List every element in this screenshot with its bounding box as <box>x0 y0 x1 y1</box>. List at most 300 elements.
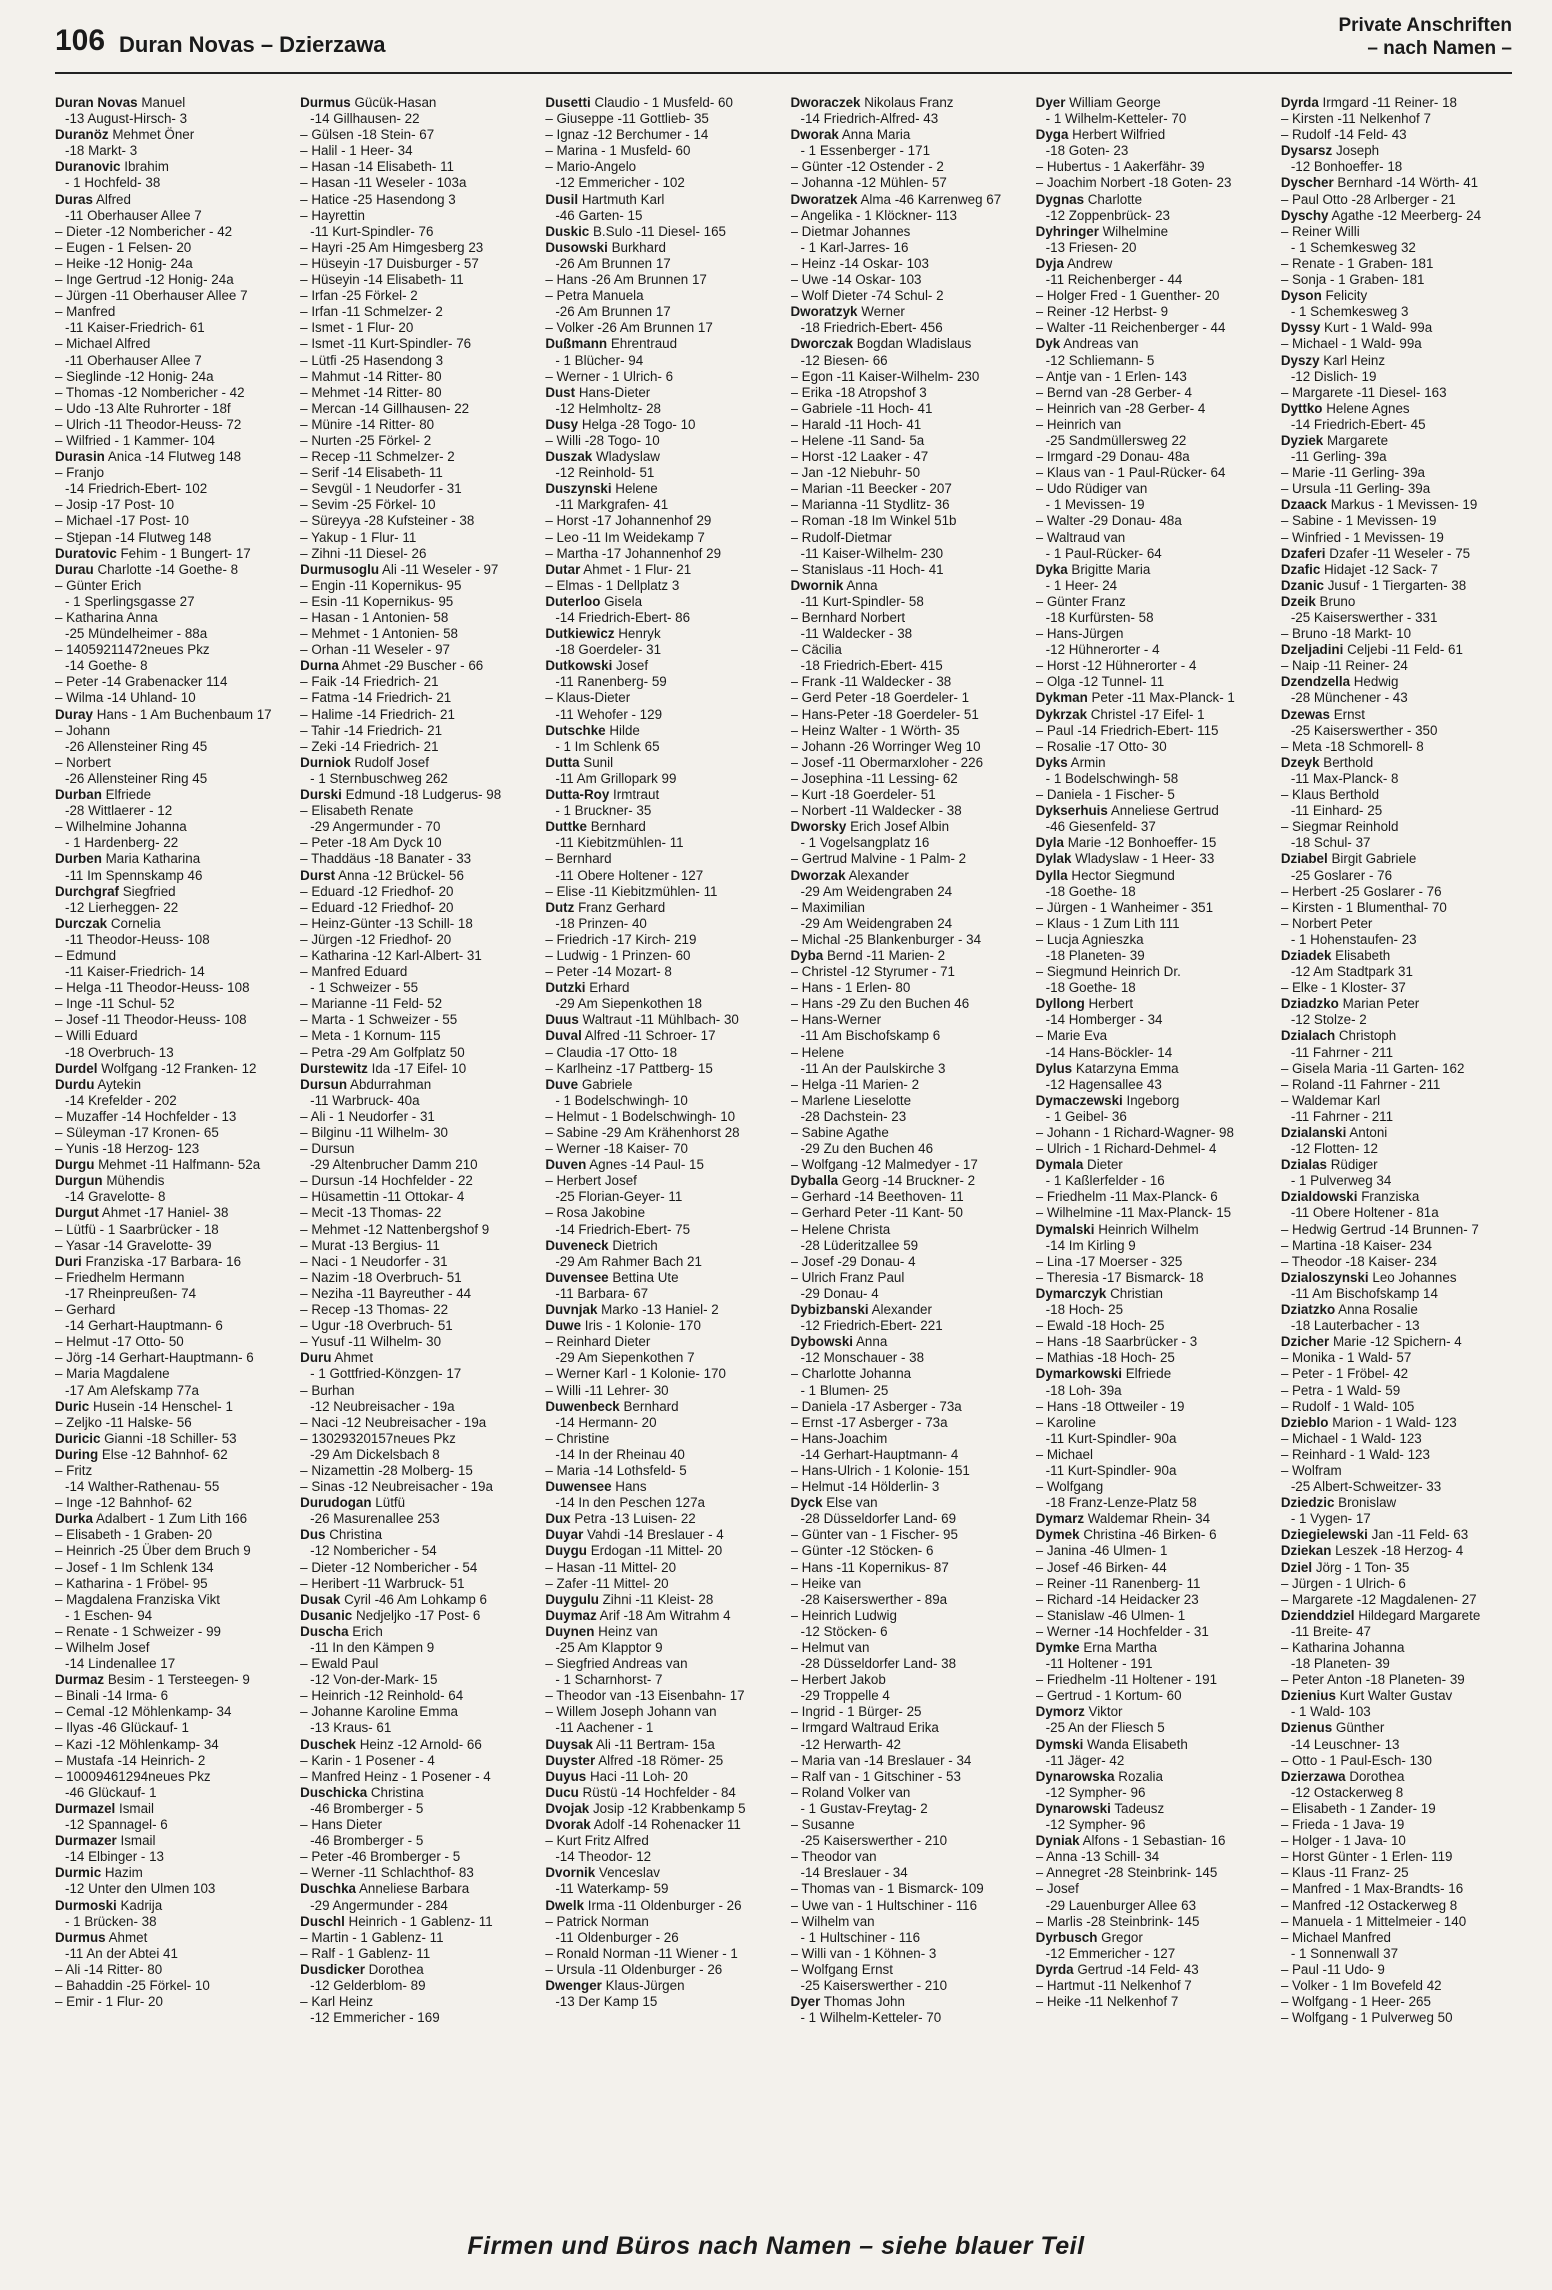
directory-entry <box>300 1350 531 1366</box>
entry-text: – Manuela - 1 Mittelmeier - 140 <box>1280 1913 1467 1929</box>
directory-entry <box>791 208 1022 224</box>
directory-entry <box>791 1527 1022 1543</box>
directory-entry <box>1036 111 1267 127</box>
entry-text: -29 Donau- 4 <box>800 1285 879 1301</box>
directory-entry <box>1281 1592 1512 1608</box>
entry-surname: Dymarkowski <box>1035 1366 1122 1382</box>
entry-text: -29 Am Siepenkothen 7 <box>555 1350 695 1366</box>
entry-surname: Dutar <box>545 561 581 577</box>
entry-surname: Dutta-Roy <box>545 787 610 803</box>
directory-entry <box>1281 530 1512 546</box>
directory-entry <box>1036 1656 1267 1672</box>
entry-surname: Dzialdowski <box>1280 1189 1358 1205</box>
directory-entry <box>55 95 286 111</box>
entry-text: - 1 Im Schlenk 65 <box>555 738 660 754</box>
entry-text: -18 Franz-Lenze-Platz 58 <box>1045 1495 1197 1511</box>
entry-surname: Duschl <box>300 1913 345 1929</box>
directory-entry <box>300 1511 531 1527</box>
entry-text: Marie -12 Spichern- 4 <box>1332 1334 1462 1350</box>
directory-entry <box>1036 513 1267 529</box>
directory-entry <box>55 1962 286 1978</box>
entry-text: – Manfred -12 Ostackerweg 8 <box>1280 1897 1458 1913</box>
directory-entry <box>791 964 1022 980</box>
entry-text: – Werner -14 Hochfelder - 31 <box>1035 1623 1209 1639</box>
entry-text: -11 Gerling- 39a <box>1290 449 1387 465</box>
directory-entry <box>300 1672 531 1688</box>
entry-text: Alexander <box>848 867 909 883</box>
entry-text: -46 Bromberger - 5 <box>310 1800 424 1816</box>
entry-surname: Dzendzella <box>1280 674 1351 690</box>
entry-surname: Dyk <box>1035 336 1061 352</box>
directory-entry <box>55 1495 286 1511</box>
entry-text: – Willi van - 1 Köhnen- 3 <box>790 1945 937 1961</box>
entry-text: – Bernhard Norbert <box>790 610 906 625</box>
directory-entry <box>55 401 286 417</box>
directory-entry <box>55 159 286 175</box>
entry-text: Husein -14 Henschel- 1 <box>92 1398 233 1414</box>
entry-text: Gregor <box>1101 1929 1143 1945</box>
entry-text: -12 Stöcken- 6 <box>800 1623 888 1639</box>
entry-surname: Dworatzek <box>790 191 858 207</box>
directory-entry <box>545 1543 776 1559</box>
directory-entry <box>1036 980 1267 996</box>
directory-entry <box>791 642 1022 658</box>
entry-text: -25 An der Fliesch 5 <box>1045 1720 1165 1736</box>
directory-entry <box>1036 465 1267 481</box>
entry-text: Alma -46 Karrenweg 67 <box>860 191 1002 207</box>
entry-text: Else -12 Bahnhof- 62 <box>101 1446 228 1462</box>
entry-text: Abdurrahman <box>350 1076 432 1092</box>
entry-surname: Durski <box>300 787 342 803</box>
entry-surname: Dyrda <box>1280 95 1319 110</box>
directory-entry <box>791 433 1022 449</box>
directory-entry <box>1281 626 1512 642</box>
directory-entry <box>1036 916 1267 932</box>
page-number: 106 <box>55 24 106 57</box>
directory-entry <box>1036 369 1267 385</box>
directory-entry <box>545 272 776 288</box>
directory-entry <box>791 1028 1022 1044</box>
entry-surname: Dzeljadini <box>1280 642 1344 658</box>
entry-text: – Hayri -25 Am Himgesberg 23 <box>300 239 484 255</box>
entry-surname: Duschicka <box>300 1784 368 1800</box>
directory-entry <box>55 1543 286 1559</box>
entry-text: Anneliese Gertrud <box>1110 803 1219 819</box>
entry-surname: Dyer <box>1035 95 1066 110</box>
entry-surname: Dymski <box>1035 1736 1084 1752</box>
entry-text: Felicity <box>1325 288 1368 304</box>
entry-text: – Peter -18 Am Dyck 10 <box>300 835 442 851</box>
entry-text: Christina -46 Birken- 6 <box>1083 1527 1217 1543</box>
entry-text: Bernhard <box>590 819 646 835</box>
entry-text: – Karlheinz -17 Pattberg- 15 <box>545 1060 713 1076</box>
entry-text: – Peter -46 Bromberger - 5 <box>300 1849 461 1865</box>
entry-text: -14 Friedrich-Ebert- 75 <box>555 1221 691 1237</box>
directory-entry <box>791 111 1022 127</box>
directory-entry <box>1036 1045 1267 1061</box>
entry-text: -11 Fahrner - 211 <box>1290 1044 1394 1060</box>
directory-entry <box>300 1527 531 1543</box>
directory-entry <box>55 1415 286 1431</box>
directory-entry <box>791 1592 1022 1608</box>
entry-text: Klaus-Jürgen <box>605 1977 685 1993</box>
entry-text: – Hans -26 Am Brunnen 17 <box>545 272 707 288</box>
entry-text: -11 Fahrner - 211 <box>1290 1108 1394 1124</box>
entry-text: – Werner - 1 Ulrich- 6 <box>545 368 674 384</box>
directory-entry <box>55 1125 286 1141</box>
directory-entry <box>1036 1624 1267 1640</box>
entry-text: Markus - 1 Mevissen- 19 <box>1330 497 1478 513</box>
entry-text: – Michal -25 Blankenburger - 34 <box>790 931 982 947</box>
entry-text: -14 Lindenallee 17 <box>65 1656 176 1672</box>
entry-text: Hartmuth Karl <box>581 191 665 207</box>
entry-surname: Dyrda <box>1035 1961 1074 1977</box>
entry-surname: Dymek <box>1035 1527 1080 1543</box>
entry-text: -14 Gerhart-Hauptmann- 4 <box>800 1446 959 1462</box>
directory-entry <box>55 803 286 819</box>
entry-surname: Dynarowska <box>1035 1768 1115 1784</box>
directory-entry <box>1036 851 1267 867</box>
entry-surname: Durmus <box>55 1929 106 1945</box>
entry-text: – Wilfried - 1 Kammer- 104 <box>55 432 215 448</box>
entry-text: -25 Albert-Schweitzer- 33 <box>1290 1479 1442 1495</box>
entry-text: – Otto - 1 Paul-Esch- 130 <box>1280 1752 1432 1768</box>
entry-text: – Fritz <box>55 1462 93 1478</box>
directory-entry <box>791 1978 1022 1994</box>
directory-entry <box>1036 1737 1267 1753</box>
directory-entry <box>1036 562 1267 578</box>
entry-text: -14 Gravelotte- 8 <box>65 1189 166 1205</box>
directory-entry <box>791 1157 1022 1173</box>
directory-entry <box>55 1093 286 1109</box>
entry-text: Elfriede <box>1125 1366 1172 1382</box>
entry-text: – Michael Manfred <box>1280 1929 1391 1945</box>
directory-entry <box>791 1785 1022 1801</box>
directory-entry <box>545 1141 776 1157</box>
directory-entry <box>1036 932 1267 948</box>
directory-entry <box>1281 385 1512 401</box>
entry-text: – Irmgard Waltraud Erika <box>790 1720 939 1736</box>
directory-entry <box>1281 1849 1512 1865</box>
entry-surname: Duterloo <box>545 593 601 609</box>
directory-entry <box>545 1672 776 1688</box>
entry-text: – Herbert Jakob <box>790 1672 886 1688</box>
entry-surname: Duru <box>300 1350 332 1366</box>
entry-text: – Heinrich Ludwig <box>790 1607 897 1623</box>
directory-entry <box>55 1479 286 1495</box>
directory-entry <box>55 1254 286 1270</box>
entry-surname: Duynen <box>545 1623 595 1639</box>
entry-text: – Hüseyin -14 Elisabeth- 11 <box>300 272 464 288</box>
directory-entry <box>545 1431 776 1447</box>
entry-text: -29 Lauenburger Allee 63 <box>1045 1897 1197 1913</box>
entry-text: – Horst Günter - 1 Erlen- 119 <box>1280 1849 1453 1865</box>
entry-text: Dorothea <box>368 1961 424 1977</box>
entry-text: -11 In den Kämpen 9 <box>310 1640 435 1655</box>
directory-entry <box>55 1640 286 1656</box>
directory-entry <box>545 964 776 980</box>
directory-entry <box>300 95 531 111</box>
directory-entry <box>545 1930 776 1946</box>
entry-text: – Neziha -11 Bayreuther - 44 <box>300 1285 472 1301</box>
entry-text: – Helmut van <box>790 1640 870 1655</box>
directory-entry <box>1036 1350 1267 1366</box>
entry-text: – Wilhelm Josef <box>55 1640 150 1655</box>
entry-text: -14 Homberger - 34 <box>1045 1012 1163 1028</box>
directory-entry <box>55 1560 286 1576</box>
entry-text: -14 Hans-Böckler- 14 <box>1045 1044 1173 1060</box>
entry-text: – Faik -14 Friedrich- 21 <box>300 674 439 690</box>
entry-text: – Rudolf -14 Feld- 43 <box>1280 127 1407 143</box>
entry-text: – Manfred Heinz - 1 Posener - 4 <box>300 1768 491 1784</box>
entry-text: Agnes -14 Paul- 15 <box>589 1157 704 1173</box>
entry-text: – Lütfü - 1 Saarbrücker - 18 <box>55 1221 219 1237</box>
entry-text: Hans-Dieter <box>578 384 651 400</box>
directory-entry <box>1281 1270 1512 1286</box>
entry-text: -28 Lüderitzallee 59 <box>800 1237 919 1253</box>
directory-entry <box>545 1737 776 1753</box>
entry-surname: Durmus <box>300 95 351 110</box>
directory-entry <box>55 1205 286 1221</box>
entry-text: – Marlis -28 Steinbrink- 145 <box>1035 1913 1200 1929</box>
directory-entry <box>1036 1222 1267 1238</box>
directory-entry <box>545 948 776 964</box>
directory-entry <box>791 1962 1022 1978</box>
entry-text: – Mehmet - 1 Antonien- 58 <box>300 626 458 642</box>
entry-text: -29 Am Dickelsbach 8 <box>310 1446 440 1462</box>
entry-text: – Nurten -25 Förkel- 2 <box>300 432 432 448</box>
entry-text: -18 Goethe- 18 <box>1045 883 1136 899</box>
entry-text: – Johanna -12 Mühlen- 57 <box>790 175 947 191</box>
entry-text: – Wilma -14 Uhland- 10 <box>55 690 196 706</box>
entry-text: -26 Allensteiner Ring 45 <box>65 738 208 754</box>
directory-entry <box>1281 1350 1512 1366</box>
entry-text: – Wolfgang - 1 Heer- 265 <box>1280 1994 1431 2010</box>
directory-entry <box>1281 1366 1512 1382</box>
entry-text: -25 Kaiserswerther - 210 <box>800 1833 948 1849</box>
directory-entry <box>1281 1045 1512 1061</box>
directory-column <box>1036 95 1267 2215</box>
directory-entry <box>791 1463 1022 1479</box>
entry-text: -11 Max-Planck- 8 <box>1290 770 1399 786</box>
entry-text: – Petra - 1 Wald- 59 <box>1280 1382 1401 1398</box>
directory-columns <box>55 95 1512 2215</box>
entry-text: Anica -14 Flutweg 148 <box>107 449 242 465</box>
entry-text: -14 In der Rheinau 40 <box>555 1446 685 1462</box>
entry-surname: Dymarz <box>1035 1511 1085 1527</box>
directory-entry <box>545 835 776 851</box>
directory-entry <box>1281 304 1512 320</box>
entry-text: – Tahir -14 Friedrich- 21 <box>300 722 443 738</box>
entry-text: – Karin - 1 Posener - 4 <box>300 1752 435 1768</box>
directory-entry <box>1036 1576 1267 1592</box>
entry-text: Erhard <box>589 980 630 996</box>
directory-entry <box>300 835 531 851</box>
entry-surname: Dymarczyk <box>1035 1285 1107 1301</box>
entry-text: Marie -12 Bonhoeffer- 15 <box>1067 835 1217 851</box>
directory-entry <box>300 1093 531 1109</box>
directory-entry <box>1036 1640 1267 1656</box>
directory-entry <box>1036 1431 1267 1447</box>
directory-entry <box>1036 417 1267 433</box>
directory-entry <box>1036 1527 1267 1543</box>
directory-entry <box>1281 1527 1512 1543</box>
entry-surname: Dyscher <box>1280 175 1334 191</box>
entry-text: – Michael - 1 Wald- 99a <box>1280 336 1422 352</box>
entry-surname: Duwe <box>545 1318 582 1334</box>
entry-text: – Inge -12 Bahnhof- 62 <box>55 1495 192 1511</box>
entry-text: – Wolfgang - 1 Pulverweg 50 <box>1280 2010 1453 2026</box>
directory-entry <box>55 192 286 208</box>
entry-surname: Dutschke <box>545 722 606 738</box>
directory-column <box>791 95 1022 2215</box>
directory-entry <box>300 272 531 288</box>
entry-text: Gabriele <box>581 1076 633 1092</box>
page-title: Duran Novas – Dzierzawa <box>119 32 386 57</box>
directory-entry <box>300 1238 531 1254</box>
entry-surname: Durniok <box>300 754 351 770</box>
directory-entry <box>545 159 776 175</box>
entry-text: – Christine <box>545 1430 610 1446</box>
entry-text: Josip -12 Krabbenkamp 5 <box>592 1800 746 1816</box>
entry-surname: Dusak <box>300 1591 341 1607</box>
entry-text: – Kazi -12 Möhlenkamp- 34 <box>55 1736 219 1752</box>
entry-text: -18 Schul- 37 <box>1290 835 1371 851</box>
entry-text: -11 Oberhauser Allee 7 <box>65 207 202 223</box>
entry-text: – Sevim -25 Förkel- 10 <box>300 497 436 513</box>
directory-entry <box>1281 1463 1512 1479</box>
entry-text: Erich Josef Albin <box>850 819 950 835</box>
directory-entry <box>300 819 531 835</box>
entry-text: -11 Einhard- 25 <box>1290 803 1383 819</box>
directory-entry <box>55 353 286 369</box>
entry-text: – Richard -14 Heidacker 23 <box>1035 1591 1199 1607</box>
entry-text: – Daniela -17 Asberger - 73a <box>790 1398 962 1414</box>
entry-text: - 1 Gottfried-Könzgen- 17 <box>310 1366 462 1382</box>
entry-text: – Elmas - 1 Dellplatz 3 <box>545 577 680 593</box>
entry-text: -11 Oldenburger - 26 <box>555 1929 679 1945</box>
directory-entry <box>55 1753 286 1769</box>
entry-text: Erich <box>352 1623 383 1639</box>
entry-text: – Ugur -18 Overbruch- 51 <box>300 1318 453 1334</box>
directory-entry <box>55 256 286 272</box>
entry-surname: Duttke <box>545 819 587 835</box>
directory-entry <box>791 723 1022 739</box>
entry-text: – Elisabeth - 1 Graben- 20 <box>55 1527 213 1543</box>
entry-text: - 1 Blumen- 25 <box>800 1382 889 1398</box>
entry-text: – Mercan -14 Gillhausen- 22 <box>300 400 470 416</box>
directory-entry <box>300 2010 531 2026</box>
entry-text: – Werner -18 Kaiser- 70 <box>545 1141 688 1157</box>
entry-surname: Duve <box>545 1076 579 1092</box>
entry-text: – Olga -12 Tunnel- 11 <box>1035 674 1165 690</box>
entry-surname: Durst <box>300 867 336 883</box>
directory-entry <box>545 1479 776 1495</box>
entry-text: – Sonja - 1 Graben- 181 <box>1280 272 1425 288</box>
entry-text: – Peter -14 Mozart- 8 <box>545 964 672 980</box>
directory-entry <box>545 433 776 449</box>
entry-text: – Klaus Berthold <box>1280 787 1380 803</box>
entry-surname: Duymaz <box>545 1607 597 1623</box>
directory-entry <box>1281 1383 1512 1399</box>
entry-surname: Dusowski <box>545 239 608 255</box>
entry-text: – Edmund <box>55 947 117 963</box>
directory-entry <box>791 1704 1022 1720</box>
entry-text: -11 Kurt-Spindler- 90a <box>1045 1462 1177 1478</box>
directory-entry <box>791 1366 1022 1382</box>
entry-text: - 1 Vygen- 17 <box>1290 1511 1371 1527</box>
entry-surname: Durgu <box>55 1157 95 1173</box>
directory-entry <box>791 851 1022 867</box>
entry-surname: Dutta <box>545 754 580 770</box>
directory-entry <box>791 353 1022 369</box>
directory-entry <box>545 1254 776 1270</box>
entry-text: - 1 Kaßlerfelder - 16 <box>1045 1173 1165 1189</box>
directory-entry <box>55 417 286 433</box>
directory-entry <box>545 884 776 900</box>
directory-entry <box>1036 1495 1267 1511</box>
entry-text: – 13029320157neues Pkz <box>300 1430 456 1446</box>
directory-entry <box>1036 787 1267 803</box>
directory-entry <box>1036 530 1267 546</box>
entry-surname: Duranovic <box>55 159 121 175</box>
directory-entry <box>1036 1028 1267 1044</box>
entry-text: – Helga -11 Theodor-Heuss- 108 <box>55 980 250 996</box>
entry-text: – Bernd van -28 Gerber- 4 <box>1035 384 1192 400</box>
directory-entry <box>55 948 286 964</box>
directory-entry <box>1281 1833 1512 1849</box>
directory-entry <box>300 192 531 208</box>
directory-entry <box>545 530 776 546</box>
entry-text: – Hasan -11 Weseler - 103a <box>300 175 467 191</box>
entry-text: – Egon -11 Kaiser-Wilhelm- 230 <box>790 368 980 384</box>
entry-text: Cyril -46 Am Lohkamp 6 <box>344 1591 487 1607</box>
directory-entry <box>300 417 531 433</box>
entry-text: Anna <box>856 1334 888 1350</box>
directory-entry <box>300 707 531 723</box>
entry-surname: Dyrbusch <box>1035 1929 1098 1945</box>
directory-entry <box>1281 1125 1512 1141</box>
entry-text: Jusuf - 1 Tiergarten- 38 <box>1327 577 1467 593</box>
directory-entry <box>300 1833 531 1849</box>
entry-text: – Michael <box>1035 1446 1093 1462</box>
entry-surname: Duwensee <box>545 1479 612 1495</box>
entry-text: Elisabeth <box>1335 947 1391 963</box>
entry-text: Katarzyna Emma <box>1075 1060 1179 1076</box>
entry-text: – Holger - 1 Java- 10 <box>1280 1833 1406 1849</box>
directory-entry <box>791 1495 1022 1511</box>
entry-surname: Dzeyk <box>1280 754 1320 770</box>
directory-entry <box>545 562 776 578</box>
entry-surname: Dziatzko <box>1280 1302 1336 1318</box>
directory-entry <box>1281 143 1512 159</box>
directory-entry <box>1036 1833 1267 1849</box>
directory-entry <box>1036 1415 1267 1431</box>
entry-text: – Heike van <box>790 1575 862 1591</box>
entry-text: – Günter -12 Stöcken- 6 <box>790 1543 934 1559</box>
entry-text: – Paul -14 Friedrich-Ebert- 115 <box>1035 722 1219 738</box>
entry-text: Siegfried <box>122 883 176 899</box>
entry-text: – Bahaddin -25 Förkel- 10 <box>55 1977 210 1993</box>
entry-text: – Muzaffer -14 Hochfelder - 13 <box>55 1108 237 1124</box>
directory-entry <box>55 1769 286 1785</box>
directory-entry <box>1036 1769 1267 1785</box>
entry-text: -26 Am Brunnen 17 <box>555 304 671 320</box>
entry-text: Josef <box>616 658 649 674</box>
entry-text: - 1 Wilhelm-Ketteler- 70 <box>1045 111 1187 127</box>
entry-surname: Dzialach <box>1280 1028 1336 1044</box>
entry-text: Christina <box>370 1784 424 1800</box>
